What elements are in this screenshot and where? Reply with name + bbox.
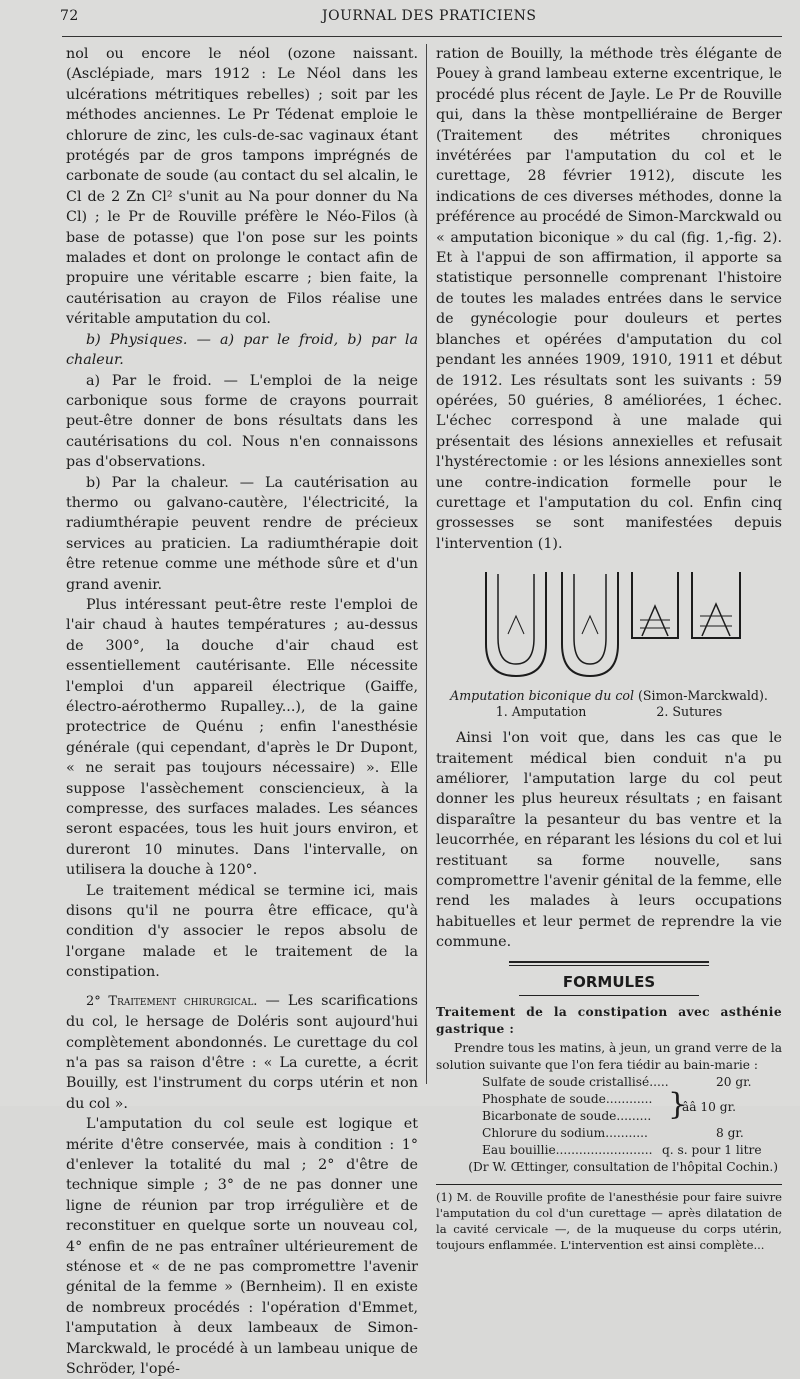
formule-intro: Prendre tous les matins, à jeun, un grand verre de la solution suivante que l'on fera tiédir au bain-marie : xyxy=(436,1041,782,1073)
cervix-outline-2 xyxy=(562,572,618,676)
paragraph-air-chaud: Plus intéressant peut-être reste l'emploi de l'air chaud à hautes températures ; au-dessus de 300°, la douche d'air chaud est essentiellement cautérisante. Elle nécessite l'emploi d'un appareil électrique (Gaiffe, électro-aérothermo Rupalley...), de la gaine protectrice de Quénu ; enfin l'anesthésie générale (qui cependant, d'après le Dr Dupont, « ne serait pas toujours nécessaire) ». Elle suppose l'assèchement consciencieux, à la compresse, des surfaces malades. Les séances seront espacées, tous les huit jours environ, et dureront 10 minutes. Dans l'intervalle, on utilisera la douche à 120°. xyxy=(66,596,418,879)
caption-author: (Simon-Marckwald). xyxy=(634,688,768,704)
right-column xyxy=(436,44,782,1253)
footnote: (1) M. de Rouville profite de l'anesthésie pour faire suivre l'amputation du col d'un curettage — après dilatation de la cavité cervicale —, de la muqueuse du corps utérin, toujours enflammée. L'intervention est ainsi complète... xyxy=(436,1190,782,1253)
section-separator xyxy=(509,961,709,966)
paragraph-par-le-froid: a) Par le froid. — L'emploi de la neige carbonique sous forme de crayons pourrait peut-être donner de bons résultats dans les cautérisations du col. Nous n'en connaissons pas d'observations. xyxy=(66,372,418,471)
paragraph-physiques: b) Physiques. — a) par le froid, b) par la chaleur. xyxy=(66,331,418,369)
ingredient-name: Eau bouillie......................... xyxy=(482,1143,653,1158)
page-number: 72 xyxy=(60,8,79,24)
caption-labels xyxy=(436,704,782,720)
cervix-outline-1 xyxy=(486,572,546,676)
page-header xyxy=(60,8,780,30)
ingredient-qty: 20 gr. xyxy=(716,1075,752,1090)
amputation-figure xyxy=(436,564,782,686)
journal-title: JOURNAL DES PRATICIENS xyxy=(322,8,537,24)
paragraph-traitement-medical: Le traitement médical se termine ici, mais disons qu'il ne pourra être efficace, qu'à condition d'y associer le repos absolu de l'organe malade et le traitement de la constipation. xyxy=(66,882,418,981)
figure-caption xyxy=(436,688,782,720)
column-divider xyxy=(426,44,427,1084)
paragraph-amputation: L'amputation du col seule est logique et mérite d'être conservée, mais à condition : 1° d'enlever la totalité du mal ; 2° d'être de technique simple ; 3° de ne pas donner une ligne de réunion par trop irrégulière et de reconstituer en quelque sorte un nouveau col, 4° enfin de ne pas entraîner ultérieurement de sténose et « de ne pas compromettre l'avenir génital de la femme » (Bernheim). Il en existe de nombreux procédés : l'opération d'Emmet, l'amputation à deux lambeaux de Simon-Marckwald, le procédé à un lambeau unique de Schröder, l'opé- xyxy=(66,1116,418,1377)
formule-heading: Traitement de la constipation avec asthénie gastrique : xyxy=(436,1005,782,1037)
recipe-line xyxy=(482,1108,782,1125)
paragraph-conclusion: Ainsi l'on voit que, dans les cas que le traitement médical bien conduit n'a pu améliorer, l'amputation large du col peut donner les plus heureux résultats ; en faisant disparaître la pesanteur du bas ventre et la leucorrhée, en réparant les lésions du col et lui restituant sa forme nouvelle, sans compromettre l'avenir génital de la femme, elle rend les malades à leurs occupations habituelles et leur permet de reprendre la vie commune. xyxy=(436,730,782,951)
ingredient-name: Sulfate de soude cristallisé..... xyxy=(482,1075,669,1090)
paragraph-bouilly: ration de Bouilly, la méthode très élégante de Pouey à grand lambeau externe excentrique, le procédé plus récent de Jayle. Le Pr de Rouville qui, dans la thèse montpelliéraine de Berger (Traitement des métrites chroniques invétérées par l'amputation du col et le curettage, 28 février 1912), discute les indications de ces diverses méthodes, donne la préférence au procédé de Simon-Marckwald ou « amputation biconique » du cal (fig. 1,-fig. 2). Et à l'appui de son affirmation, il apporte sa statistique personnelle comprenant l'histoire de toutes les malades entrées dans le service de gynécologie pour douleurs et pertes blanches et opérées d'amputation du col pendant les années 1909, 1910, 1911 et début de 1912. Les résultats sont les suivants : 59 opérées, 50 guéries, 8 améliorées, 1 échec. L'échec correspond à une malade qui présentait des lésions annexielles et refusait l'hystérectomie : or les lésions annexielles sont une contre-indication formelle pour le curettage et l'amputation du col. Enfin cinq grossesses se sont manifestées depuis l'intervention (1). xyxy=(436,46,782,552)
brace-symbol: } xyxy=(668,1087,688,1123)
caption-italic: Amputation biconique du col xyxy=(450,688,635,704)
formule-author: (Dr W. Œttinger, consultation de l'hôpital Cochin.) xyxy=(468,1160,778,1175)
brace-qty: ââ 10 gr. xyxy=(682,1100,736,1115)
header-rule xyxy=(62,36,782,37)
footnote-rule xyxy=(436,1184,782,1185)
recipe-line xyxy=(482,1125,782,1142)
left-column xyxy=(66,44,418,1379)
formules-title: FORMULES xyxy=(562,972,656,991)
ingredient-name: Chlorure du sodium........... xyxy=(482,1126,648,1141)
formules-rule xyxy=(519,995,699,996)
recipe-line xyxy=(482,1142,782,1159)
paragraph-cauterisation-chimique: nol ou encore le néol (ozone naissant. (Asclépiade, mars 1912 : Le Néol dans les ulcérations métritiques rebelles) ; soit par les méthodes anciennes. Le Pr Tédenat emploie le chlorure de zinc, les culs-de-sac vaginaux étant protégés par de gros tampons imprégnés de carbonate de soude (au contact du sel alcalin, le Cl de 2 Zn Cl² s'unit au Na pour donner du Na Cl) ; le Pr de Rouville préfère le Néo-Filos (à base de potasse) que l'on pose sur les points malades et dont on prolonge le contact afin de propuire une véritable escarre ; bien faite, la cautérisation au crayon de Filos réalise une véritable amputation du col. xyxy=(66,46,418,328)
caption-label-amputation: 1. Amputation xyxy=(495,704,587,720)
paragraph-traitement-chirurgical xyxy=(66,991,418,1114)
caption-title xyxy=(436,688,782,704)
section-lead: 2° Traitement chirurgical. xyxy=(86,993,258,1009)
paragraph-par-la-chaleur: b) Par la chaleur. — La cautérisation au thermo ou galvano-cautère, l'électricité, la radiumthérapie peuvent rendre de précieux services au praticien. La radiumthérapie doit être retenue comme une méthode sûre et d'un grand avenir. xyxy=(66,474,418,593)
recipe-line xyxy=(482,1074,782,1091)
recipe-list xyxy=(482,1074,782,1159)
ingredient-qty: 8 gr. xyxy=(716,1126,744,1141)
ingredient-name: Phosphate de soude............ xyxy=(482,1092,653,1107)
amputation-illustration xyxy=(474,564,754,684)
caption-label-sutures: 2. Sutures xyxy=(656,704,723,720)
ingredient-qty: q. s. pour 1 litre xyxy=(662,1143,762,1158)
ingredient-name: Bicarbonate de soude......... xyxy=(482,1109,652,1124)
section-body: — Les scarifications du col, le hersage de Doléris sont aujourd'hui complètement abondonnés. Le curettage du col n'a pas sa raison d'être : « La curette, a écrit Bouilly, est l'instrument du corps utérin et non du col ». xyxy=(66,992,418,1112)
